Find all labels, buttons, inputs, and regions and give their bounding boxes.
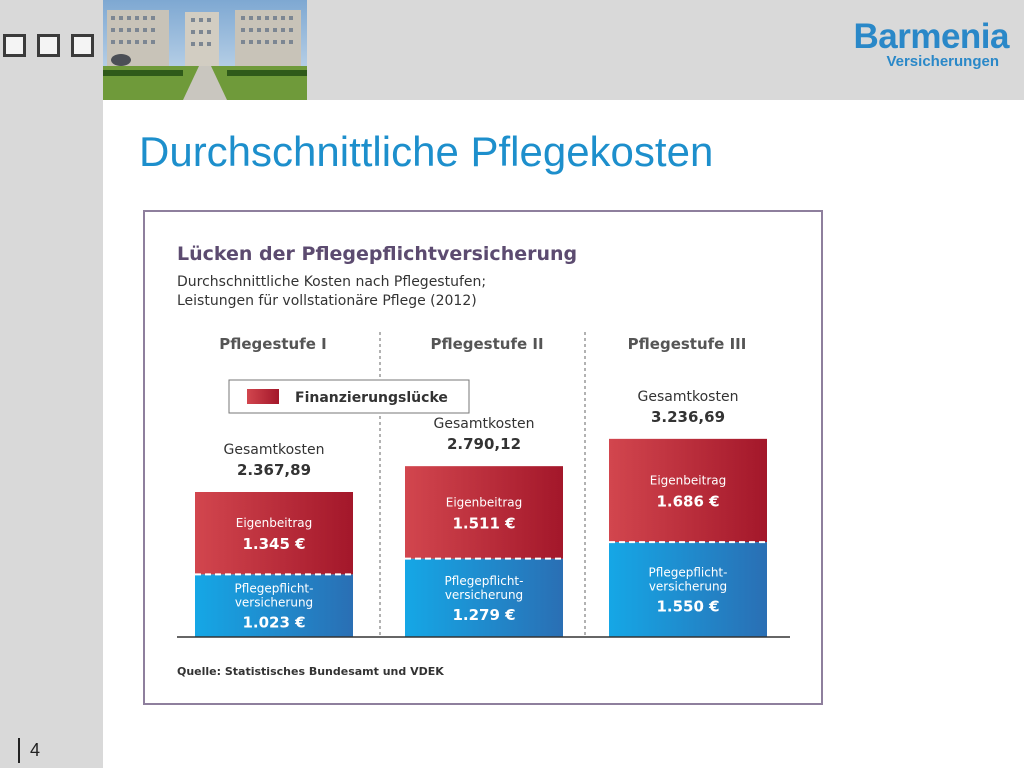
square-icon (37, 34, 60, 57)
category-label: Pflegestufe I (219, 335, 327, 353)
bar-eigenbeitrag (405, 466, 563, 559)
barmenia-logo (844, 17, 1009, 70)
square-icon (3, 34, 26, 57)
slide-title: Durchschnittliche Pflegekosten (139, 128, 714, 175)
data-label-eigenbeitrag: 1.511 € (452, 514, 516, 533)
category-label: Pflegestufe II (430, 335, 544, 353)
data-label-pflegepflichtversicherung: 1.279 € (452, 605, 516, 624)
category-label: Pflegestufe III (627, 335, 747, 353)
total-caption: Gesamtkosten (433, 416, 535, 433)
segment-label-eigenbeitrag: Eigenbeitrag (649, 473, 727, 488)
total-value: 2.790,12 (446, 435, 522, 454)
chart-svg (145, 212, 821, 703)
page-marker (18, 738, 20, 763)
segment-label-pflegepflichtversicherung: Pflegepflicht- (234, 581, 314, 596)
data-label-eigenbeitrag: 1.686 € (656, 492, 720, 511)
total-value: 2.367,89 (236, 461, 312, 479)
data-label-eigenbeitrag: 1.345 € (242, 535, 306, 554)
legend-swatch (247, 389, 279, 404)
chart-title: Lücken der Pflegepflichtversicherung (177, 243, 578, 265)
segment-label-pflegepflichtversicherung: versicherung (444, 587, 524, 602)
header-photo (103, 0, 307, 100)
chart-subtitle: Durchschnittliche Kosten nach Pflegestufen; (177, 274, 487, 290)
segment-label-pflegepflichtversicherung: versicherung (234, 595, 314, 610)
segment-label-eigenbeitrag: Eigenbeitrag (445, 495, 523, 510)
square-icon (71, 34, 94, 57)
data-label-pflegepflichtversicherung: 1.550 € (656, 597, 720, 616)
logo-subline: Versicherungen (886, 53, 999, 70)
data-label-pflegepflichtversicherung: 1.023 € (242, 613, 306, 632)
chart-frame (143, 210, 823, 705)
segment-label-pflegepflichtversicherung: Pflegepflicht- (648, 565, 728, 580)
page-number: 4 (30, 740, 41, 760)
total-caption: Gesamtkosten (637, 388, 739, 405)
chart-subtitle: Leistungen für vollstationäre Pflege (2012) (177, 293, 477, 309)
legend-label: Finanzierungslücke (295, 390, 448, 406)
segment-label-eigenbeitrag: Eigenbeitrag (235, 516, 313, 531)
chart-source: Quelle: Statistisches Bundesamt und VDEK (177, 665, 444, 678)
bar-eigenbeitrag (195, 492, 353, 574)
segment-label-pflegepflichtversicherung: Pflegepflicht- (444, 573, 524, 588)
total-value: 3.236,69 (650, 407, 726, 426)
bar-eigenbeitrag (609, 439, 767, 542)
logo-name: Barmenia (853, 17, 1009, 56)
side-band (0, 100, 103, 768)
segment-label-pflegepflichtversicherung: versicherung (648, 579, 728, 594)
total-caption: Gesamtkosten (223, 442, 325, 458)
